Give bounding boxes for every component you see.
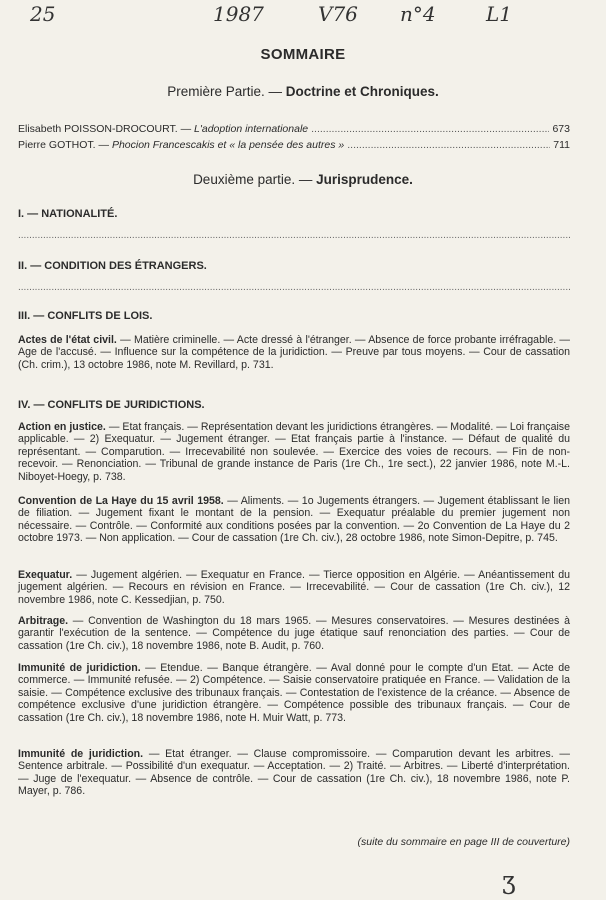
part-one-heading: Première Partie. — Doctrine et Chroniques. bbox=[167, 84, 439, 99]
section-heading: I. — NATIONALITÉ. bbox=[18, 208, 118, 220]
handwritten-code: L1 bbox=[486, 2, 513, 26]
section-heading: IV. — CONFLITS DE JURIDICTIONS. bbox=[18, 399, 205, 411]
handwritten-number: 25 bbox=[30, 2, 56, 26]
toc-entry: Pierre GOTHOT. — Phocion Francescakis et « la pensée des autres » ..... 711 bbox=[18, 139, 570, 151]
leader-dots bbox=[347, 139, 550, 151]
handwritten-year: 1987 bbox=[213, 2, 264, 26]
handwritten-mark: Ʒ bbox=[502, 872, 516, 900]
jurisprudence-entry: Convention de La Haye du 15 avril 1958. — Aliments. — 1o Jugements étrangers. — Jugement établissant le lien de filiation. — Jugement fixant le montant de la pension. — Exequatur préalable du premier jugement non nécessaire. — Contrôle. — Conformité aux conditions posées par la convention. — 2o Convention de La Haye du 2 octobre 1973. — Non application. — Cour de cassation (1re Ch. civ.), 28 octobre 1986, note Simon-Depitre, p. 745. bbox=[18, 495, 570, 545]
leader-dots bbox=[311, 123, 549, 135]
jurisprudence-entry: Action en justice. — Etat français. — Représentation devant les juridictions étrangères. — Modalité. — Loi française applicable. — 2) Exequatur. — Jugement étranger. — Etat français partie à l'instance. — Défaut de qualité du représentant. — Comparution. — Irrecevabilité non soulevée. — Exercice des voies de recours. — Fin de non-recevoir. — Renonciation. — Tribunal de grande instance de Paris (1re Ch., 1re sect.), 22 janvier 1986, note M.-L. Niboyet-Hoegy, p. 738. bbox=[18, 421, 570, 483]
jurisprudence-entry: Immunité de juridiction. — Etat étranger. — Clause compromissoire. — Comparution devant les arbitres. — Sentence arbitrale. — Possibilité d'un exequatur. — Acceptation. — 2) Traité. — Arbitres. — Liberté d'interprétation. — Juge de l'exequatur. — Absence de contrôle. — Cour de cassation (1re Ch. civ.), 18 novembre 1986, note P. Mayer, p. 786. bbox=[18, 748, 570, 798]
jurisprudence-entry: Arbitrage. — Convention de Washington du 18 mars 1965. — Mesures conservatoires. — Mesures destinées à garantir l'exécution de la sentence. — Compétence du juge étatique sauf renonciation des parties. — Cour de cassation (1re Ch. civ.), 18 novembre 1986, note B. Audit, p. 760. bbox=[18, 615, 570, 652]
handwritten-volume: V76 bbox=[318, 2, 358, 26]
jurisprudence-entry: Actes de l'état civil. — Matière criminelle. — Acte dressé à l'étranger. — Absence de force probante irréfragable. — Age de l'accusé. — Influence sur la compétence de la juridiction. — Preuve par tous moyens. — Cour de cassation (Ch. crim.), 13 octobre 1986, note M. Revillard, p. 731. bbox=[18, 334, 571, 371]
part-two-heading: Deuxième partie. — Jurisprudence. bbox=[193, 172, 413, 187]
continuation-note: (suite du sommaire en page III de couverture) bbox=[357, 836, 570, 848]
jurisprudence-entry: Exequatur. — Jugement algérien. — Exequatur en France. — Tierce opposition en Algérie. — Anéantissement du jugement algérien. — Recours en révision en France. — Irrecevabilité. — Cour de cassation (1re Ch. civ.), 12 novembre 1986, note C. Kessedjian, p. 750. bbox=[18, 569, 570, 606]
page-title: SOMMAIRE bbox=[260, 46, 346, 63]
leader-dots bbox=[18, 230, 570, 241]
handwritten-issue: n°4 bbox=[400, 2, 436, 26]
section-heading: III. — CONFLITS DE LOIS. bbox=[18, 310, 153, 322]
section-heading: II. — CONDITION DES ÉTRANGERS. bbox=[18, 260, 207, 272]
jurisprudence-entry: Immunité de juridiction. — Etendue. — Banque étrangère. — Aval donné pour le compte d'un Etat. — Acte de commerce. — Immunité refusée. — 2) Compétence. — Saisie conservatoire pratiquée en France. — Validation de la saisie. — Compétence exclusive des tribunaux français. — Contestation de l'existence de la créance. — Absence de compétence exclusive d'une juridiction étrangère. — Compétence possible des tribunaux français. — Cour de cassation (1re Ch. civ.), 18 novembre 1986, note H. Muir Watt, p. 773. bbox=[18, 662, 571, 724]
leader-dots bbox=[18, 282, 570, 293]
toc-entry: Elisabeth POISSON-DROCOURT. — L'adoption internationale ..... 673 bbox=[18, 123, 570, 135]
